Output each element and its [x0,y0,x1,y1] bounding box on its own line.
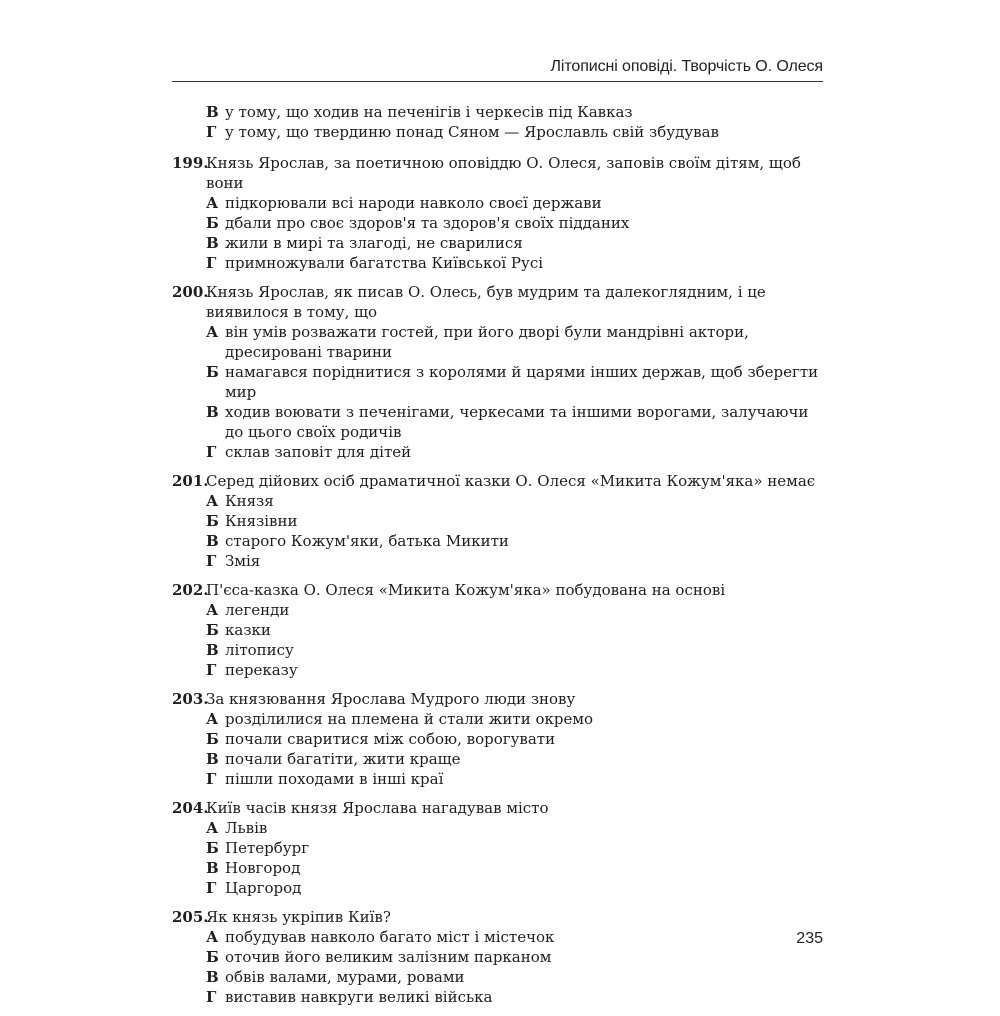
question-item [172,471,827,571]
option-letter: Г [206,879,217,897]
option-letter: Г [206,443,217,461]
answer-option [172,987,827,1007]
option-text: почали сваритися між собою, ворогувати [225,730,556,748]
option-text: Князя [225,492,274,510]
answer-option [172,511,827,531]
answer-option [172,442,827,462]
question-number: 200. [172,283,209,301]
question-text: Київ часів князя Ярослава нагадував місто [206,799,549,817]
option-text: пішли походами в інші краї [225,770,444,788]
option-letter: В [206,532,219,550]
answer-option [172,640,827,660]
answer-option [172,620,827,640]
question-item [172,907,827,1007]
question-stem [172,282,827,322]
answer-option [172,233,827,253]
option-text: старого Кожум'яки, батька Микити [225,532,509,550]
answer-option [172,551,827,571]
option-text: оточив його великим залізним парканом [225,948,552,966]
question-number: 205. [172,908,209,926]
option-letter: Г [206,661,217,679]
answer-option [172,102,827,122]
question-text: Князь Ярослав, за поетичною оповіддю О. Олеся, заповів своїм дітям, щоб вони [206,154,801,192]
option-text: розділилися на племена й стали жити окремо [225,710,594,728]
quiz-content [172,102,827,1016]
question-text: П'єса-казка О. Олеся «Микита Кожум'яка» побудована на основі [206,581,726,599]
option-text: побудував навколо багато міст і містечок [225,928,555,946]
question-text: Князь Ярослав, як писав О. Олесь, був мудрим та далекоглядним, і це виявилося в тому, що [206,283,766,321]
option-text: примножували багатства Київської Русі [225,254,544,272]
answer-option [172,322,827,362]
question-stem [172,580,827,600]
question-text: За князювання Ярослава Мудрого люди знову [206,690,576,708]
option-text: намагався поріднитися з королями й царями інших держав, щоб зберегти мир [225,363,819,401]
question-stem [172,798,827,818]
option-letter: А [206,323,219,341]
answer-option [172,967,827,987]
option-letter: А [206,492,219,510]
answer-option [172,878,827,898]
answer-option [172,362,827,402]
answer-option [172,122,827,142]
option-letter: В [206,750,219,768]
option-letter: А [206,819,219,837]
option-text: у тому, що ходив на печенігів і черкесів під Кавказ [225,103,633,121]
option-text: почали багатіти, жити краще [225,750,461,768]
answer-option [172,858,827,878]
question-stem [172,907,827,927]
option-text: обвів валами, мурами, ровами [225,968,465,986]
question-item [172,153,827,273]
question-stem [172,153,827,193]
option-letter: А [206,928,219,946]
option-text: легенди [225,601,290,619]
answer-option [172,749,827,769]
answer-option [172,213,827,233]
option-letter: Г [206,254,217,272]
question-item [172,798,827,898]
option-text: жили в мирі та злагоді, не сварилися [225,234,523,252]
question-item [172,282,827,462]
option-text: Царгород [225,879,302,897]
answer-option [172,402,827,442]
option-letter: Б [206,839,219,857]
option-text: підкорювали всі народи навколо своєї держави [225,194,602,212]
question-number: 199. [172,154,209,172]
option-letter: Г [206,552,217,570]
option-letter: Г [206,123,217,141]
option-text: виставив навкруги великі військa [225,988,493,1006]
option-letter: В [206,234,219,252]
option-letter: Б [206,512,219,530]
option-letter: Б [206,730,219,748]
option-letter: В [206,641,219,659]
option-text: Князівни [225,512,298,530]
question-stem [172,689,827,709]
option-letter: А [206,601,219,619]
answer-option [172,838,827,858]
question-item [172,689,827,789]
option-text: переказу [225,661,298,679]
option-letter: Г [206,988,217,1006]
option-letter: Б [206,214,219,232]
answer-option [172,193,827,213]
answer-option [172,491,827,511]
answer-option [172,769,827,789]
option-text: у тому, що твердиню понад Сяном — Ярославль свій збудував [225,123,719,141]
option-text: склав заповіт для дітей [225,443,412,461]
answer-option [172,729,827,749]
option-letter: В [206,859,219,877]
option-letter: Г [206,770,217,788]
option-letter: В [206,103,219,121]
option-text: Змія [225,552,261,570]
option-letter: Б [206,621,219,639]
answer-option [172,660,827,680]
question-text: Серед дійових осіб драматичної казки О. Олеся «Микита Кожум'яка» немає [206,472,816,490]
answer-option [172,818,827,838]
question-number: 201. [172,472,209,490]
option-text: ходив воювати з печенігами, черкесами та іншими ворогами, залучаючи до цього своїх родичів [225,403,809,441]
question-item [172,580,827,680]
question-text: Як князь укріпив Київ? [206,908,391,926]
option-text: він умів розважати гостей, при його дворі були мандрівні актори, дресировані тварини [225,323,749,361]
answer-option [172,947,827,967]
option-letter: Б [206,363,219,381]
answer-option [172,600,827,620]
question-stem [172,471,827,491]
option-text: Новгород [225,859,301,877]
option-letter: А [206,710,219,728]
option-letter: Б [206,948,219,966]
page-number: 235 [796,930,823,947]
option-text: дбали про своє здоров'я та здоров'я своїх підданих [225,214,630,232]
question-number: 204. [172,799,209,817]
option-text: казки [225,621,271,639]
option-letter: В [206,968,219,986]
answer-option [172,253,827,273]
option-text: Петербург [225,839,310,857]
option-letter: А [206,194,219,212]
question-list [172,153,827,1007]
option-text: літопису [225,641,294,659]
answer-option [172,531,827,551]
running-header: Літописні оповіді. Творчість О. Олеся [550,58,823,75]
answer-option [172,709,827,729]
option-text: Львів [225,819,268,837]
option-letter: В [206,403,219,421]
continued-options [172,102,827,142]
question-number: 202. [172,581,209,599]
answer-option [172,927,827,947]
header-divider [172,81,823,82]
question-number: 203. [172,690,209,708]
